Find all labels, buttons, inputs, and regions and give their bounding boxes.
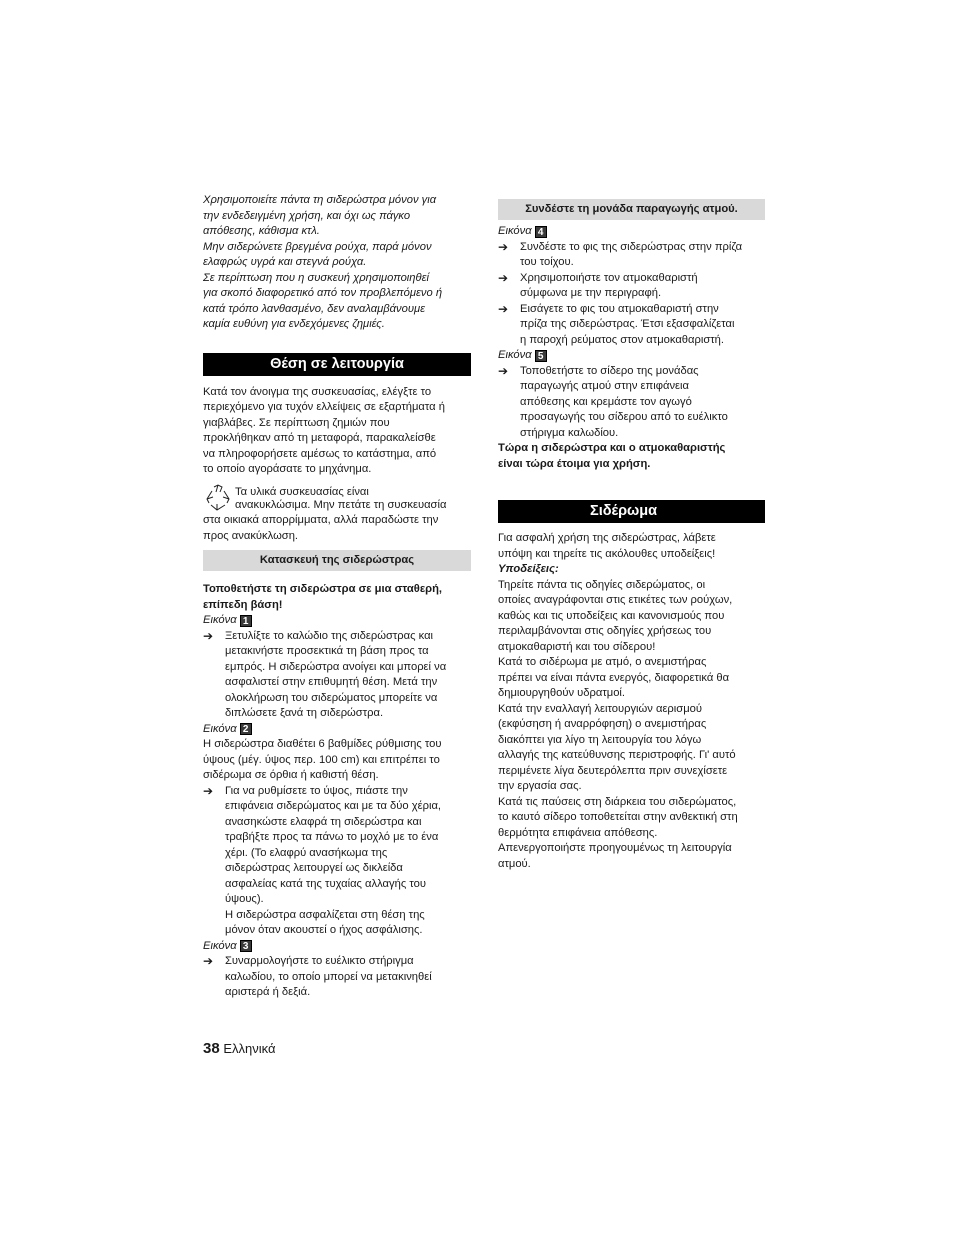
lock-note (203, 908, 471, 939)
recycle-first-lines: Τα υλικά συσκευασίας είναι (235, 485, 369, 498)
section-title-ironing: Σιδέρωμα (498, 500, 765, 523)
text-line: υπόψη και τηρείτε τις ακόλουθες υποδείξεις! (498, 547, 716, 560)
text-line: παραγωγής ατμού στην επιφάνεια (520, 380, 689, 392)
text-line: ασφαλιστεί στην επιθυμητή θέση. Μετά την (225, 676, 438, 688)
text-line: Χρησιμοποιείτε πάντα τη σιδερώστρα μόνον για (203, 194, 437, 206)
text-line: Κατά το σιδέρωμα με ατμό, ο ανεμιστήρας (498, 656, 707, 668)
step-use-cleaner (498, 271, 765, 302)
text-line: προκλήθηκαν από τη μεταφορά, παρακαλείσθε (203, 432, 436, 444)
text-line: καθώς και τις υποδείξεις και κανονισμούς που (498, 609, 725, 622)
arrow-right-icon: ➔ (498, 301, 509, 316)
text-line: διπλώσετε ξανά τη σιδερώστρα. (225, 707, 384, 719)
text-line: Τοποθετήστε τη σιδερώστρα σε μια σταθερή, (203, 583, 443, 595)
page-number: 38 (203, 1040, 220, 1057)
figure-number-badge: 2 (240, 723, 252, 735)
text-line: ανασηκώστε ελαφρά τη σιδερώστρα και (225, 815, 422, 828)
text-line: καμία ευθύνη για ενδεχόμενες ζημιές. (203, 318, 385, 330)
text-line: η παροχή ρεύματος στον ατμοκαθαριστή. (520, 333, 724, 346)
text-line: για σκοπό διαφορετικό από τον προβλεπόμενο ή (203, 287, 443, 299)
arrow-right-icon: ➔ (498, 363, 509, 378)
text-line: Κατά τον άνοιγμα της συσκευασίας, ελέγξτε το (203, 385, 432, 398)
step-adjust-height (203, 784, 471, 908)
text-line: απόθεσης και κρεμάστε τον αγωγό (520, 395, 692, 408)
text-line: του τοίχου. (520, 256, 574, 268)
text-line: ατμού. (498, 857, 531, 870)
recycle-rest: ανακυκλώσιμα. Μην πετάτε τη συσκευασία στα οικιακά απορρίμματα, αλλά παραδώστε την προς ανακύκλωση. (203, 498, 447, 542)
text-line: οποίες αναγράφονται στις ετικέτες των ρούχων, (498, 594, 733, 606)
text-line: κατά τρόπο λανθασμένο, δεν αναλαμβάνουμε (203, 302, 426, 315)
text-line: στήριγμα καλωδίου. (520, 426, 619, 439)
arrow-right-icon: ➔ (498, 270, 509, 285)
text-line: σύμφωνα με την περιγραφή. (520, 287, 662, 299)
arrow-right-icon: ➔ (203, 954, 214, 968)
figure-ref-5: Εικόνα 5 (498, 348, 765, 364)
text-line: πρέπει να είναι πάντα ενεργός, διαφορετικά θα (498, 671, 730, 684)
unpack-text (203, 385, 471, 478)
left-column (203, 193, 471, 1001)
figure-number-badge: 3 (240, 940, 252, 952)
text-line: Τηρείτε πάντα τις οδηγίες σιδερώματος, οι (498, 578, 706, 591)
ready-note (498, 441, 765, 472)
height-text (203, 737, 471, 784)
text-line: την εργασία σας. (498, 780, 582, 792)
text-line: Μην σιδερώνετε βρεγμένα ρούχα, παρά μόνον (203, 240, 432, 253)
figure-ref-2: Εικόνα 2 (203, 722, 471, 738)
figure-ref-1: Εικόνα 1 (203, 613, 471, 629)
text-line: μετακινήστε προσεκτικά τη βάση προς τα (225, 645, 429, 657)
step-plug-cleaner (498, 302, 765, 349)
page-footer (203, 1040, 275, 1057)
text-line: περιεχόμενο για τυχόν ελλείψεις σε εξαρτήματα ή (203, 401, 445, 413)
right-column (498, 199, 765, 872)
section-title-setup: Θέση σε λειτουργία (203, 353, 471, 376)
figure-number-badge: 4 (535, 226, 547, 238)
text-line: ύψους). (225, 893, 264, 905)
text-line: περιμένετε λίγα δευτερόλεπτα πριν συνεχίσετε (498, 764, 728, 777)
text-line: Κατά την εναλλαγή λειτουργιών αερισμού (498, 702, 702, 715)
subsection-title-connect: Συνδέστε τη μονάδα παραγωγής ατμού. (498, 199, 765, 220)
text-line: Για ασφαλή χρήση της σιδερώστρας, λάβετε (498, 532, 716, 544)
figure-ref-4: Εικόνα 4 (498, 224, 765, 240)
text-line: εμπρός. Η σιδερώστρα ανοίγει και μπορεί να (225, 660, 447, 673)
text-line: σιδερώστρας λειτουργεί ως δικλείδα (225, 862, 403, 874)
text-line: καλωδίου, το οποίο μπορεί να μετακινηθεί (225, 970, 432, 983)
text-line: χέρι. (Το ελαφρύ ανασήκωμα της (225, 846, 388, 859)
text-line: θερμότητα επιφάνεια απόθεσης. (498, 826, 658, 839)
text-line: ασφαλείας κατά της τυχαίας αλλαγής του (225, 877, 426, 890)
text-line: ατμοκαθαριστή και του σίδερου! (498, 640, 656, 653)
text-line: Συναρμολογήστε το ευέλικτο στήριγμα (225, 955, 414, 967)
text-line: διακόπτει για λίγο τη λειτουργία του λόγω (498, 733, 702, 746)
step-plug-board (498, 240, 765, 271)
text-line: την ενδεδειγμένη χρήση, και όχι ως πάγκο (203, 209, 411, 222)
text-line: Η σιδερώστρα ασφαλίζεται στη θέση της (225, 908, 425, 921)
safety-text (498, 531, 765, 562)
text-line: Ξετυλίξτε το καλώδιο της σιδερώστρας και (225, 629, 434, 642)
text-line: ολοκλήρωση του σιδερώματος μπορείτε να (225, 691, 438, 704)
text-line: Χρησιμοποιήστε τον ατμοκαθαριστή (520, 271, 698, 284)
text-line: είναι τώρα έτοιμα για χρήση. (498, 457, 651, 470)
text-line: γιαβλάβες. Σε περίπτωση ζημιών που (203, 416, 390, 429)
text-line: Κατά τις παύσεις στη διάρκεια του σιδερώματος, (498, 795, 737, 808)
text-line: μόνον όταν ακουστεί ο ήχος ασφάλισης. (225, 924, 423, 936)
text-line: Συνδέστε το φις της σιδερώστρας στην πρίζα (520, 240, 743, 253)
text-line: Απενεργοποιήστε προηγουμένως τη λειτουργία (498, 842, 732, 854)
text-line: (εκφύσηση ή αναρρόφηση) ο ανεμιστήρας (498, 718, 707, 730)
text-line: αριστερά ή δεξιά. (225, 986, 311, 998)
arrow-right-icon: ➔ (203, 783, 214, 798)
text-line: το οποίο αγοράσατε το μηχάνημα. (203, 463, 372, 475)
text-line: περιλαμβάνονται στις οδηγίες χρήσεως του (498, 625, 712, 637)
text-line: το καυτό σίδερο τοποθετείται στην ανθεκτική στη (498, 811, 738, 823)
text-line: Εισάγετε το φις του ατμοκαθαριστή στην (520, 302, 719, 315)
text-line: ελαφρώς υγρά και στεγνά ρούχα. (203, 256, 367, 268)
place-warning (203, 582, 471, 613)
hints-title: Υποδείξεις: (498, 563, 559, 575)
text-line: επιφάνεια σιδερώματος και με τα δύο χέρια, (225, 800, 442, 812)
step-cable-holder (203, 954, 471, 1001)
subsection-title-assembly: Κατασκευή της σιδερώστρας (203, 550, 471, 571)
text-line: δημιουργηθούν υδρατμοί. (498, 687, 626, 699)
intro-text (203, 193, 471, 333)
text-line: ύψους (μέγ. ύψος περ. 100 cm) και επιτρέπει το (203, 753, 440, 766)
text-line: σιδέρωμα σε όρθια ή καθιστή θέση. (203, 769, 379, 781)
text-line: να πληροφορήσετε αμέσως το κατάστημα, από (203, 447, 437, 460)
text-line: Τώρα η σιδερώστρα και ο ατμοκαθαριστής (498, 442, 726, 454)
figure-ref-3: Εικόνα 3 (203, 939, 471, 955)
figure-number-badge: 5 (535, 350, 547, 362)
step-place-iron (498, 364, 765, 442)
text-line: Για να ρυθμίσετε το ύψος, πιάστε την (225, 784, 408, 797)
figure-number-badge: 1 (240, 615, 252, 627)
text-line: επίπεδη βάση! (203, 598, 283, 611)
arrow-right-icon: ➔ (203, 628, 214, 643)
step-unfold (203, 629, 471, 722)
text-line: Τοποθετήστε το σίδερο της μονάδας (520, 364, 699, 377)
recycle-icon (203, 483, 233, 513)
footer-language: Ελληνικά (223, 1041, 276, 1056)
text-line: Η σιδερώστρα διαθέτει 6 βαθμίδες ρύθμισης του (203, 738, 442, 750)
text-line: τραβήξτε προς τα πάνω το μοχλό με το ένα (225, 831, 439, 843)
text-line: πρίζα της σιδερώστρας. Έτσι εξασφαλίζεται (520, 318, 735, 330)
text-line: αλλαγής της κατεύθυνσης περιστροφής. Γι' αυτό (498, 749, 736, 761)
text-line: απόθεσης, κάθισμα κτλ. (203, 225, 320, 237)
text-line: Σε περίπτωση που η συσκευή χρησιμοποιηθεί (203, 271, 429, 284)
arrow-right-icon: ➔ (498, 239, 509, 254)
text-line: προσαγωγής του σίδερου από το ευέλικτο (520, 411, 728, 423)
hints-text (498, 578, 765, 873)
